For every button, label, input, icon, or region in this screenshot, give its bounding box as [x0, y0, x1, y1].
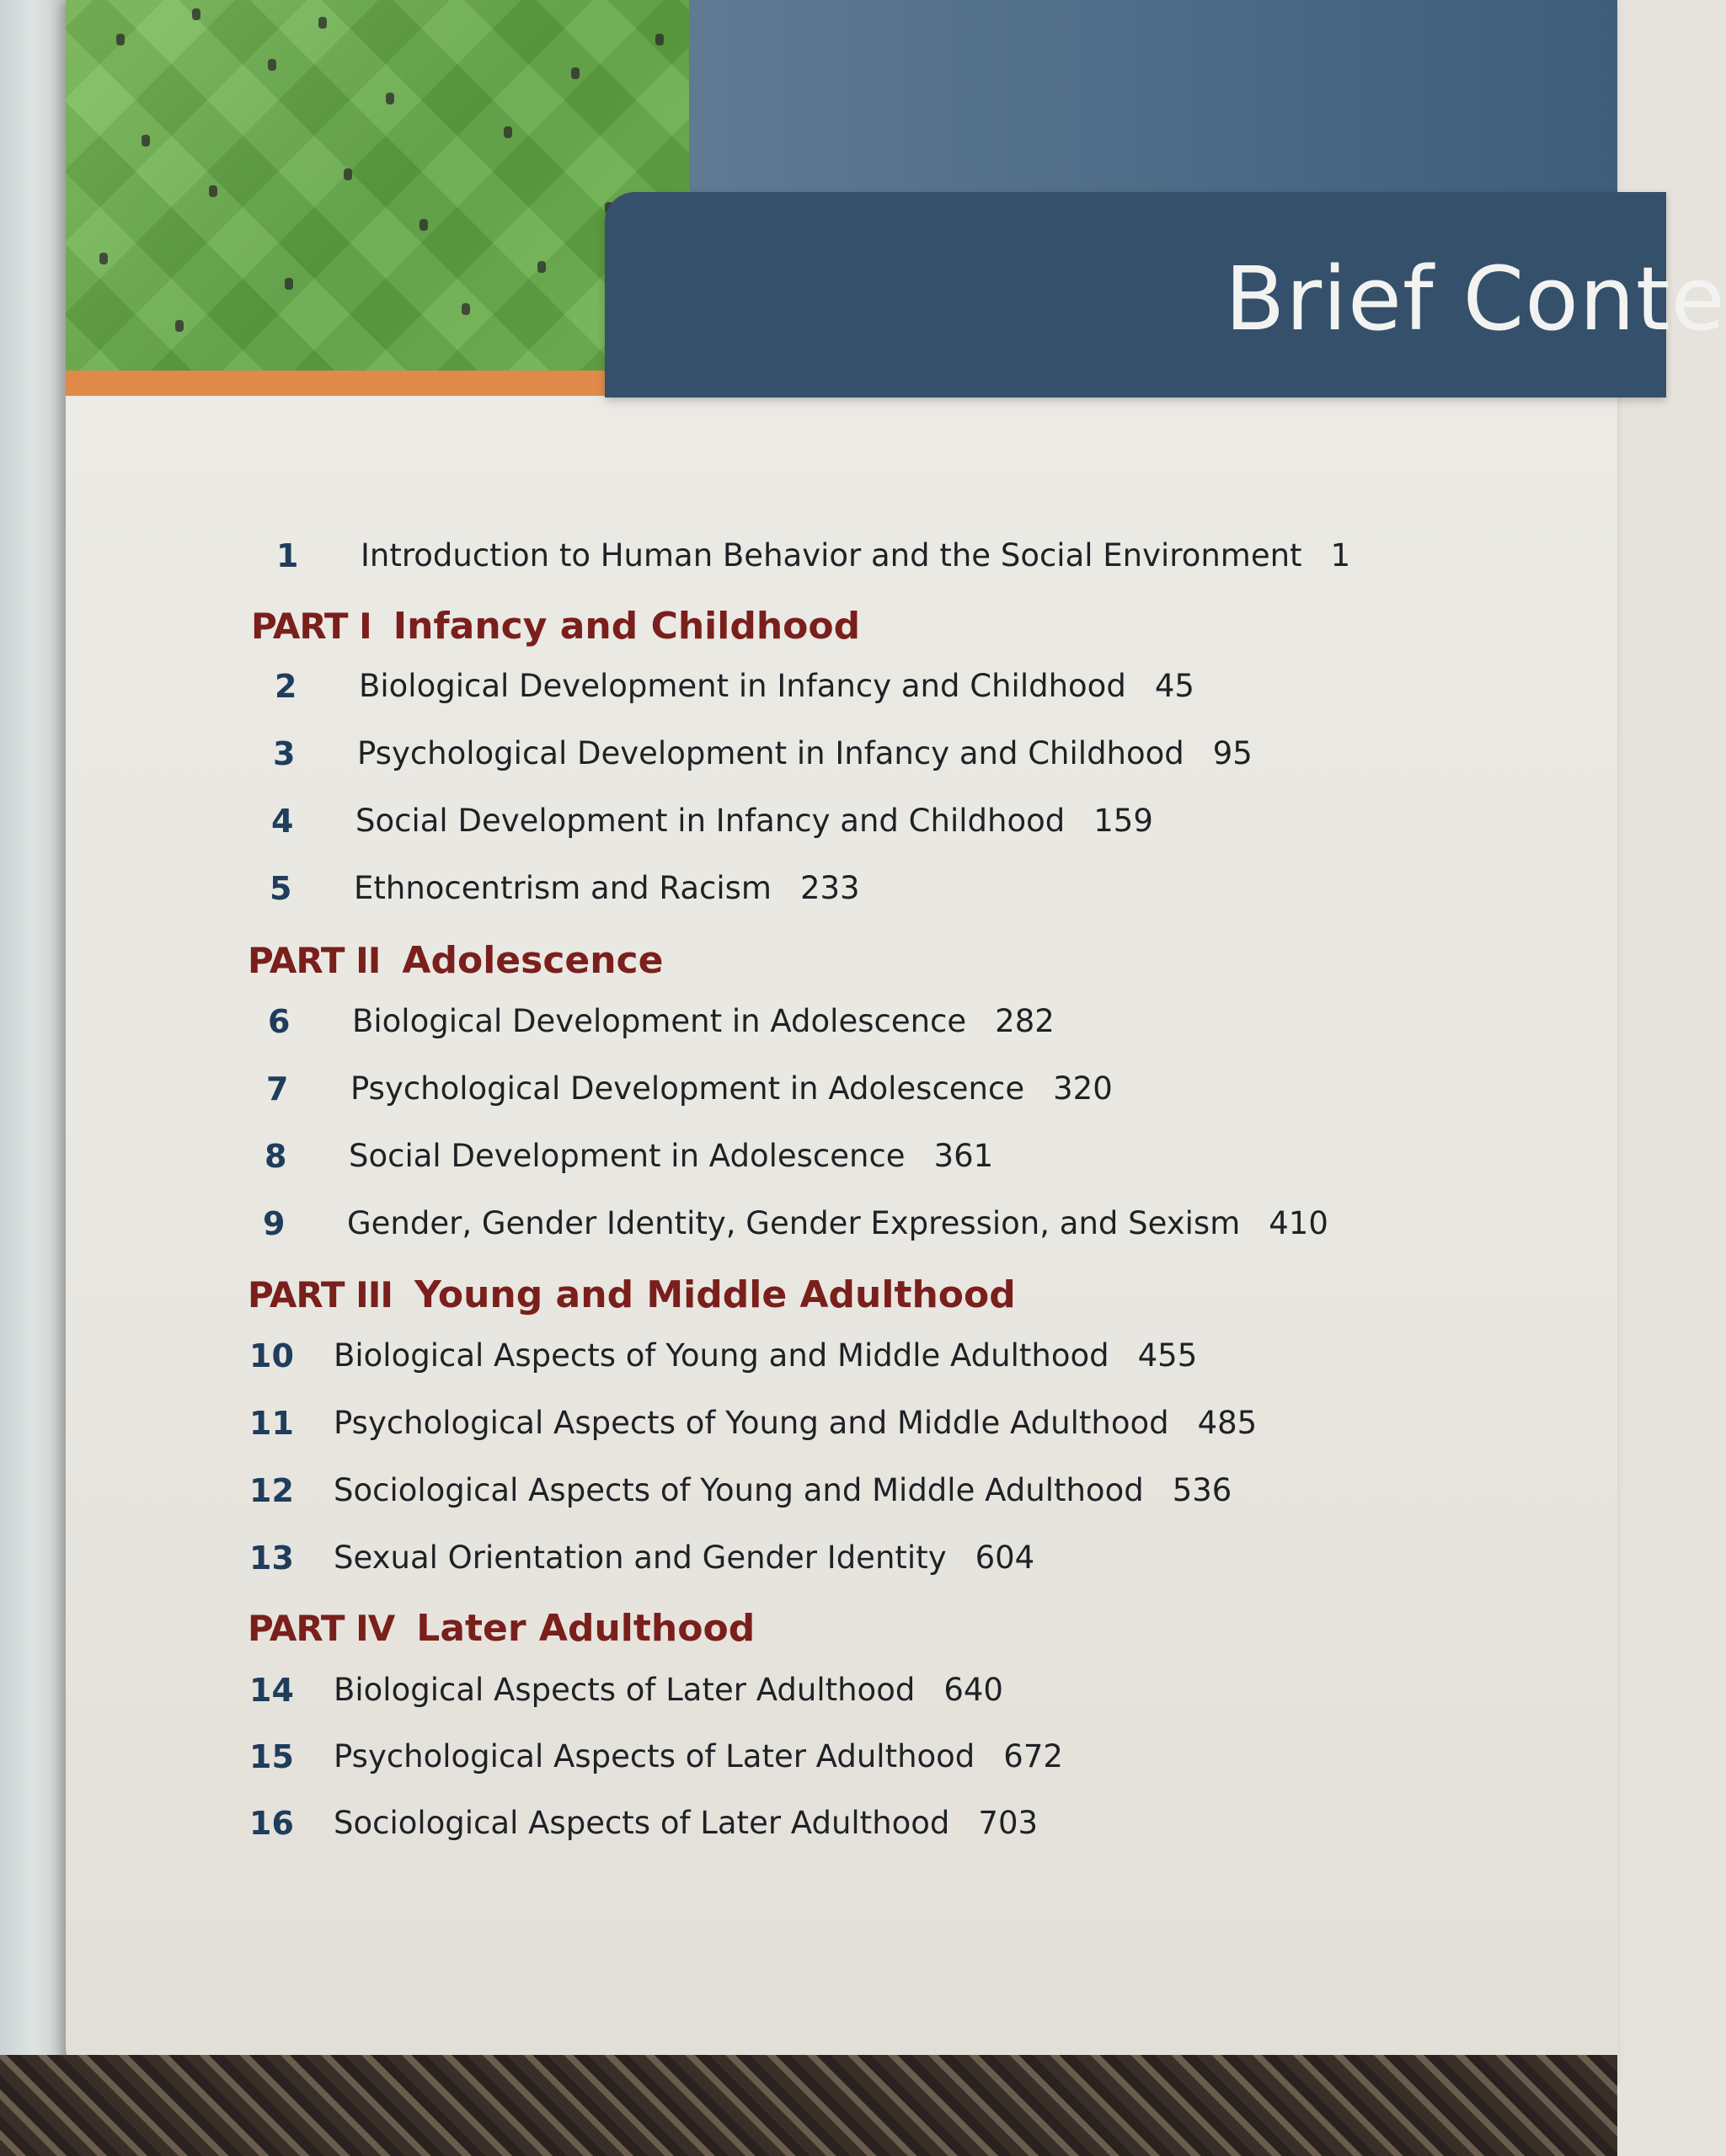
book-edge [0, 0, 67, 2156]
page-title: Brief Conte [1225, 248, 1726, 350]
toc-part-1: PART I Infancy and Childhood [251, 605, 861, 648]
book-page [66, 0, 1726, 2080]
toc-part-4: PART IV Later Adulthood [248, 1607, 756, 1650]
carpet-floor [0, 2055, 1617, 2156]
toc-part-2: PART II Adolescence [248, 939, 664, 982]
toc-part-3: PART III Young and Middle Adulthood [248, 1273, 1016, 1316]
table-of-contents: 1 Introduction to Human Behavior and the Social Environment 1 PART I Infancy and Childhood 2 Biological Development in Infancy and Childhood 45 3 Psychological Development in Infancy and Childhood 95 4 Social Development in Infancy and Childhood 159 5 Ethnocentrism and Racism 233 PART II Adolescence 6 Biological Development in Adolescence 282 7 Psychological Development in Adolescence 320 8 Social Development in Adolescence 361 9 Gender, Gender Identity, Gender Expression, and Sexism 410 PART III Young and Middle Adulthood 10 Biological Aspects of Young and Middle Adulthood 455 11 Psychological Aspects of Young and Middle Adulthood 485 12 Sociological Aspects of Young and Middle Adulthood 536 13 Sexual Orientation and Gender Identity 604 PART IV Later Adulthood 14 Biological Aspects of Later Adulthood 640 15 Psychological Aspects of Later Adulthood 672 16 Sociological Aspects of Later Adulthood 703 [248, 537, 1351, 1842]
